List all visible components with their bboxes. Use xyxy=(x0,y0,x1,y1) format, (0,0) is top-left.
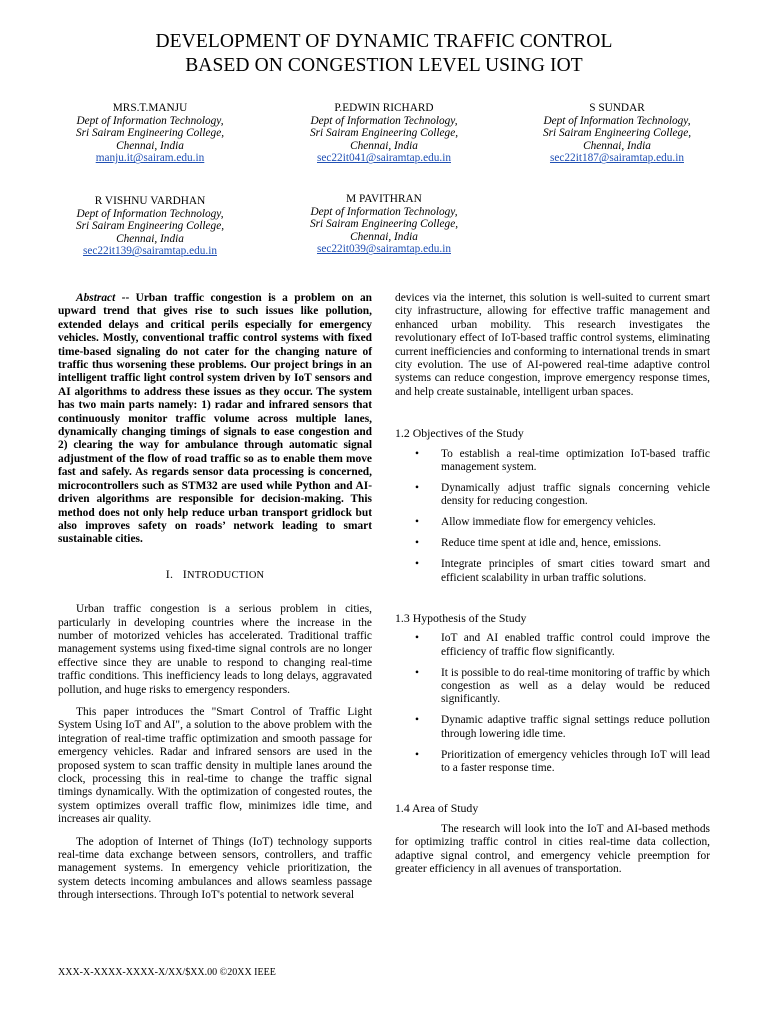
author-block-5 xyxy=(264,193,504,256)
author-college: Sri Sairam Engineering College, xyxy=(542,127,692,140)
author-block-4 xyxy=(30,195,270,258)
author-dept: Dept of Information Technology, xyxy=(76,114,224,127)
list-item: • To establish a real-time optimization IoT-based traffic management system. xyxy=(441,448,710,475)
author-block-1 xyxy=(30,102,270,165)
author-city: Chennai, India xyxy=(350,230,418,243)
author-block-3 xyxy=(497,102,737,165)
author-name: S SUNDAR xyxy=(589,102,645,114)
hypothesis-list xyxy=(395,632,710,775)
abstract xyxy=(58,292,372,547)
author-dept: Dept of Information Technology, xyxy=(310,205,458,218)
subsection-heading-area: 1.4 Area of Study xyxy=(395,801,479,816)
author-dept: Dept of Information Technology, xyxy=(76,207,224,220)
section-number: I. xyxy=(165,566,174,581)
list-item: • Reduce time spent at idle and, hence, emissions. xyxy=(441,537,710,550)
author-email-link[interactable]: sec22it139@sairamtap.edu.in xyxy=(82,245,217,258)
right-column xyxy=(395,292,710,886)
paper-title-line-1: DEVELOPMENT OF DYNAMIC TRAFFIC CONTROL xyxy=(155,31,613,52)
intro-paragraph-1: Urban traffic congestion is a serious problem in cities, particularly in developing countries where the increase in the number of motorized vehicles has accelerated. Traditional traffic management systems using fixed-time signal controls are no longer effective since they are unable to respond to changing real-time traffic conditions. This inefficiency leads to long delays, aggravated pollution, and huge risks to emergency responders. xyxy=(58,603,372,696)
author-dept: Dept of Information Technology, xyxy=(543,114,691,127)
section-title-initial: I xyxy=(182,566,187,581)
author-college: Sri Sairam Engineering College, xyxy=(75,127,225,140)
section-heading-introduction xyxy=(58,568,372,582)
copyright-footer: XXX-X-XXXX-XXXX-X/XX/$XX.00 ©20XX IEEE xyxy=(58,967,276,978)
author-dept: Dept of Information Technology, xyxy=(310,114,458,127)
author-name: M PAVITHRAN xyxy=(346,193,422,205)
paper-title-line-2: BASED ON CONGESTION LEVEL USING IOT xyxy=(185,55,583,76)
objectives-list xyxy=(395,448,710,585)
section-title-rest: NTRODUCTION xyxy=(186,569,265,581)
intro-continuation: devices via the internet, this solution is well-suited to current smart city infrastructure, allowing for effective traffic management and enhanced urban mobility. This research investigates the revolutionary effect of IoT-based traffic control systems, eliminating current inefficiencies and conforming to international trends in smart city evolution. The use of AI-powered real-time adaptive control systems can reduce congestion, improve emergency response times, and help create sustainable, intelligent urban spaces. xyxy=(395,292,710,398)
abstract-text: -- Urban traffic congestion is a problem on an upward trend that gives rise to such issues like pollution, extended delays and critical perils especially for emergency vehicles. Mostly, conventional traffic control systems with fixed time-based signaling do not cater for the changing nature of traffic thus worsening these problems. Our project brings in an intelligent traffic light control system driven by IoT sensors and AI algorithms to address these issues as they occur. The system has two main parts namely: 1) radar and infrared sensors that continuously monitor traffic volume across multiple lanes, dynamically changing timings of signals to ease congestion and 2) clearing the way for ambulance through automatic signal adjustment of the flow of road traffic so as to enable them move fast and safely. As regards sensor data processing is concerned, microcontrollers such as STM32 are used while Python and AI-driven algorithms are responsible for decision-making. This method does not only help reduce urban transport gridlock but also improves safety on roads’ network leading to smart sustainable cities. xyxy=(58,292,372,546)
author-block-2 xyxy=(264,102,504,165)
author-email-link[interactable]: sec22it041@sairamtap.edu.in xyxy=(316,152,451,165)
author-email-link[interactable]: sec22it039@sairamtap.edu.in xyxy=(316,243,451,256)
list-item: • Dynamic adaptive traffic signal settings reduce pollution through lowering idle time. xyxy=(441,714,710,741)
author-name: MRS.T.MANJU xyxy=(112,102,188,114)
abstract-label: Abstract xyxy=(76,292,116,304)
author-email-link[interactable]: sec22it187@sairamtap.edu.in xyxy=(549,152,684,165)
author-city: Chennai, India xyxy=(583,139,651,152)
author-email-link[interactable]: manju.it@sairam.edu.in xyxy=(95,152,205,165)
list-item: • Allow immediate flow for emergency vehicles. xyxy=(441,516,710,529)
list-item: • Prioritization of emergency vehicles through IoT will lead to a faster response time. xyxy=(441,749,710,776)
author-name: R VISHNU VARDHAN xyxy=(94,195,206,207)
subsection-heading-objectives: 1.2 Objectives of the Study xyxy=(395,426,524,441)
author-name: P.EDWIN RICHARD xyxy=(334,102,434,114)
left-column xyxy=(58,292,372,912)
author-college: Sri Sairam Engineering College, xyxy=(309,127,459,140)
author-college: Sri Sairam Engineering College, xyxy=(75,220,225,233)
subsection-heading-hypothesis: 1.3 Hypothesis of the Study xyxy=(395,610,527,625)
list-item: • Integrate principles of smart cities toward smart and efficient scalability in urban traffic solutions. xyxy=(441,558,710,585)
list-item: • IoT and AI enabled traffic control could improve the efficiency of traffic flow significantly. xyxy=(441,632,710,659)
list-item: • Dynamically adjust traffic signals concerning vehicle density for reducing congestion. xyxy=(441,482,710,509)
author-city: Chennai, India xyxy=(116,139,184,152)
area-paragraph: The research will look into the IoT and AI-based methods for optimizing traffic control in cities real-time data collection, adaptive signal control, and emergency vehicle preemption for greater efficiency in all avenues of transportation. xyxy=(395,822,710,876)
paper-title xyxy=(0,30,768,78)
author-city: Chennai, India xyxy=(350,139,418,152)
author-college: Sri Sairam Engineering College, xyxy=(309,218,459,231)
author-city: Chennai, India xyxy=(116,232,184,245)
intro-paragraph-3: The adoption of Internet of Things (IoT) technology supports real-time data exchange between sensors, controllers, and traffic management systems. In emergency vehicle prioritization, the system detects incoming ambulances and allows seamless passage through intersections. Through IoT's potential to network several xyxy=(58,835,372,902)
intro-paragraph-2: This paper introduces the "Smart Control of Traffic Light System Using IoT and AI", a solution to the above problem with the integration of real-time traffic optimization and smooth passage for emergency vehicles. Radar and infrared sensors are used in the proposed system to scan traffic density in multiple lanes around the clock, processing this in real-time to change the traffic signal timings dynamically. With the optimization of congested routes, the system optimizes overall traffic flow, minimizes idle time, and increases air quality. xyxy=(58,705,372,826)
list-item: • It is possible to do real-time monitoring of traffic by which congestion as well as a delay would be reduced significantly. xyxy=(441,667,710,707)
